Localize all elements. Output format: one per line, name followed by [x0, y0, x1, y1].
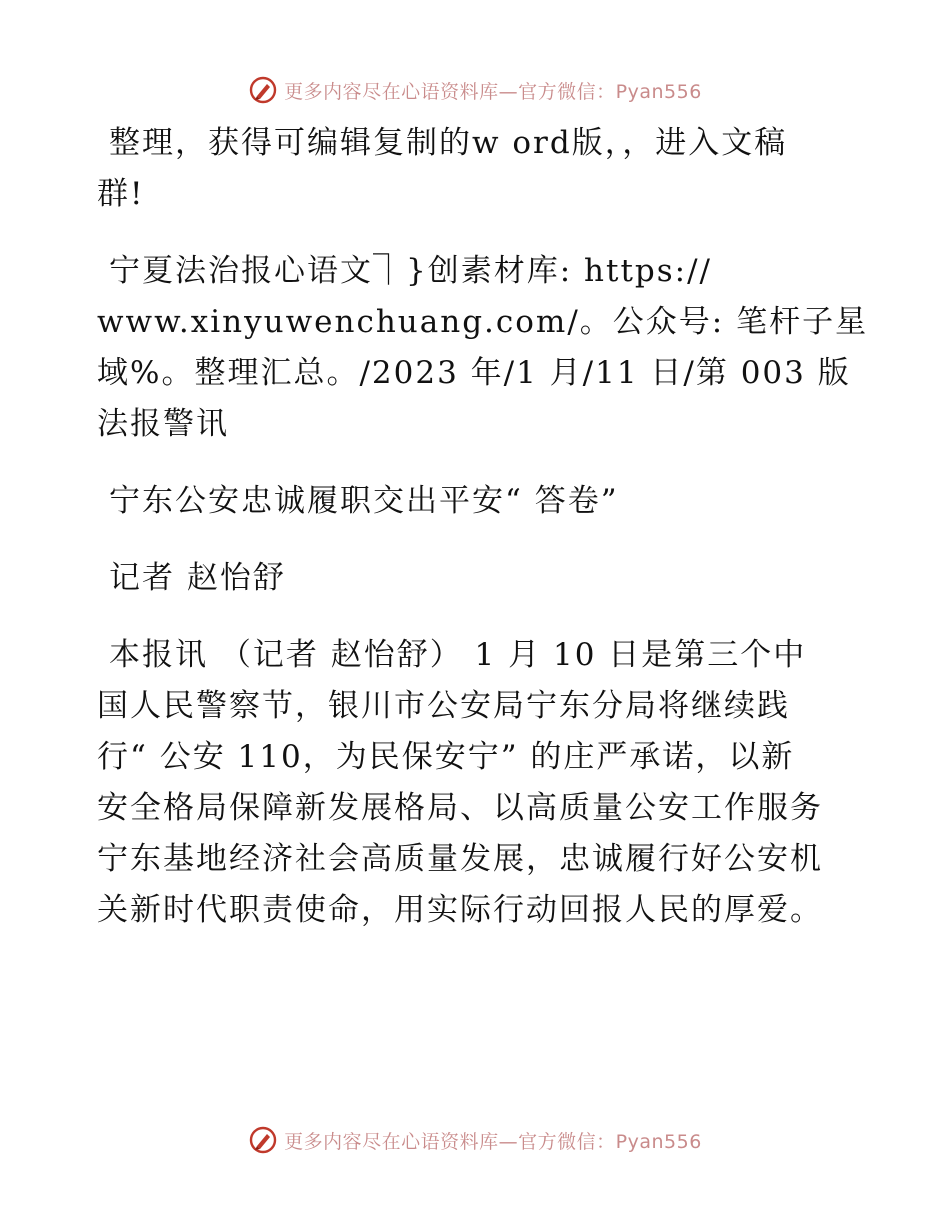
- text-line: 关新时代职责使命，用实际行动回报人民的厚爱。: [97, 892, 823, 928]
- article-headline: [97, 476, 857, 527]
- text-line: 整理，获得可编辑复制的w ord版，，进入文稿: [109, 125, 788, 161]
- text-line: 行“ 公安 110，为民保安宁” 的庄严承诺，以新: [97, 739, 795, 775]
- header-watermark-text: 更多内容尽在心语资料库—官方微信：Pyan556: [284, 80, 702, 103]
- text-line: 域%。整理汇总。/2023 年/1 月/11 日/第 003 版: [97, 355, 851, 391]
- source-paragraph: [97, 246, 869, 450]
- footer-watermark-text: 更多内容尽在心语资料库—官方微信：Pyan556: [284, 1130, 702, 1153]
- text-line: 国人民警察节，银川市公安局宁东分局将继续践: [97, 688, 790, 724]
- text-line: www.xinyuwenchuang.com/。公众号: 笔杆子星: [97, 304, 869, 340]
- pen-logo-icon: [248, 75, 278, 105]
- headline-text: 宁东公安忠诚履职交出平安“ 答卷”: [109, 483, 619, 519]
- header-watermark: [0, 70, 950, 110]
- intro-paragraph: [97, 118, 857, 220]
- text-line: 本报讯 （记者 赵怡舒） 1 月 10 日是第三个中: [109, 637, 807, 673]
- text-line: 法报警讯: [97, 406, 229, 442]
- article-byline: [97, 553, 857, 604]
- text-line: 宁东基地经济社会高质量发展，忠诚履行好公安机: [97, 841, 823, 877]
- text-line: 群!: [97, 176, 145, 212]
- pen-logo-icon: [248, 1125, 278, 1155]
- byline-text: 记者 赵怡舒: [109, 560, 286, 596]
- news-paragraph: [97, 630, 857, 936]
- text-line: 安全格局保障新发展格局、以高质量公安工作服务: [97, 790, 823, 826]
- article-body: [97, 118, 869, 962]
- footer-watermark: [0, 1120, 950, 1160]
- text-line: 宁夏法治报心语文⏋}创素材库: https://: [109, 253, 712, 289]
